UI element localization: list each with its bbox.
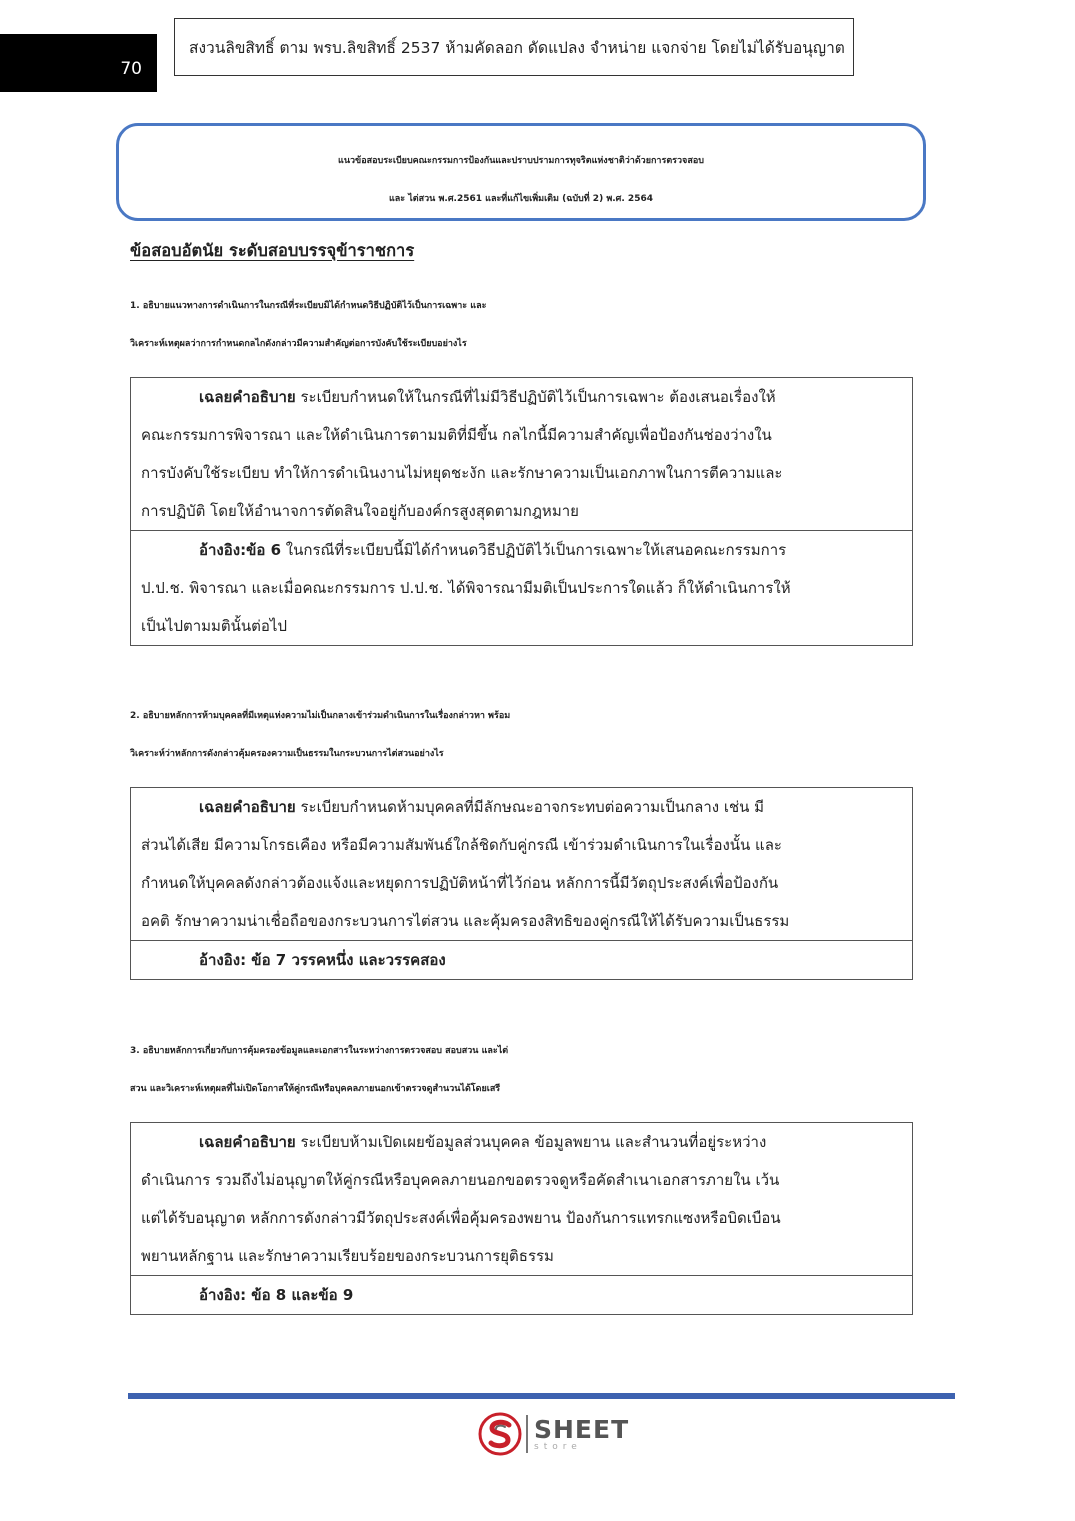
page-number <box>0 34 157 92</box>
answer-line: ส่วนได้เสีย มีความโกรธเคือง หรือมีความสัมพันธ์ใกล้ชิดกับคู่กรณี เข้าร่วมดำเนินการในเรื่องนั้น และ <box>141 836 782 854</box>
reference-line: เป็นไปตามมตินั้นต่อไป <box>141 617 287 635</box>
question-text: สวน และวิเคราะห์เหตุผลที่ไม่เปิดโอกาสให้คู่กรณีหรือบุคคลภายนอกเข้าตรวจดูสำนวนได้โดยเสรี <box>130 1084 501 1094</box>
footer-rule <box>128 1393 955 1399</box>
answer-reference <box>131 940 912 979</box>
answer-line: พยานหลักฐาน และรักษาความเรียบร้อยของกระบวนการยุติธรรม <box>141 1247 554 1265</box>
answer-box-3 <box>130 1122 913 1315</box>
copyright-text: สงวนลิขสิทธิ์ ตาม พรบ.ลิขสิทธิ์ 2537 ห้ามคัดลอก ดัดแปลง จำหน่าย แจกจ่าย โดยไม่ได้รับอนุญาต <box>189 38 845 57</box>
document-title <box>116 123 926 221</box>
question-1 <box>130 287 920 363</box>
question-text: วิเคราะห์ว่าหลักการดังกล่าวคุ้มครองความเป็นธรรมในกระบวนการไต่สวนอย่างไร <box>130 749 444 759</box>
question-text: วิเคราะห์เหตุผลว่าการกำหนดกลไกดังกล่าวมีความสำคัญต่อการบังคับใช้ระเบียบอย่างไร <box>130 339 467 349</box>
logo-text <box>534 1414 630 1452</box>
reference-label: อ้างอิง:ข้อ 6 <box>199 541 282 559</box>
sheet-store-logo-icon <box>478 1412 522 1456</box>
answer-line: อคติ รักษาความน่าเชื่อถือของกระบวนการไต่สวน และคุ้มครองสิทธิของคู่กรณีให้ได้รับความเป็นธรรม <box>141 912 790 930</box>
answer-line: ดำเนินการ รวมถึงไม่อนุญาตให้คู่กรณีหรือบุคคลภายนอกขอตรวจดูหรือคัดสำเนาเอกสารภายใน เว้น <box>141 1171 780 1189</box>
reference-label: อ้างอิง: ข้อ 8 และข้อ 9 <box>199 1286 354 1304</box>
answer-line: คณะกรรมการพิจารณา และให้ดำเนินการตามมติที่มีขึ้น กลไกนี้มีความสำคัญเพื่อป้องกันช่องว่างใน <box>141 426 772 444</box>
question-text: 3. อธิบายหลักการเกี่ยวกับการคุ้มครองข้อมูลและเอกสารในระหว่างการตรวจสอบ สอบสวน และไต่ <box>130 1046 509 1056</box>
answer-explanation <box>131 378 912 530</box>
answer-line <box>141 378 902 416</box>
answer-reference <box>131 530 912 645</box>
answer-text: ระเบียบกำหนดห้ามบุคคลที่มีลักษณะอาจกระทบต่อความเป็นกลาง เช่น มี <box>295 798 765 816</box>
answer-label: เฉลยคำอธิบาย <box>199 798 296 816</box>
logo-divider <box>526 1415 528 1453</box>
answer-text: ระเบียบห้ามเปิดเผยข้อมูลส่วนบุคคล ข้อมูลพยาน และสำนวนที่อยู่ระหว่าง <box>295 1133 767 1151</box>
reference-label: อ้างอิง: ข้อ 7 วรรคหนึ่ง และวรรคสอง <box>199 951 446 969</box>
title-line-2: และ ไต่สวน พ.ศ.2561 และที่แก้ไขเพิ่มเติม (ฉบับที่ 2) พ.ศ. 2564 <box>388 194 653 204</box>
answer-line <box>141 1123 902 1161</box>
reference-line <box>141 531 902 569</box>
answer-explanation <box>131 788 912 940</box>
section-label: ข้อสอบอัตนัย ระดับสอบบรรจุข้าราชการ <box>130 241 415 260</box>
question-text: 2. อธิบายหลักการห้ามบุคคลที่มีเหตุแห่งความไม่เป็นกลางเข้าร่วมดำเนินการในเรื่องกล่าวหา พร้อม <box>130 711 511 721</box>
logo-brand-name: SHEET <box>534 1414 630 1444</box>
answer-label: เฉลยคำอธิบาย <box>199 388 296 406</box>
answer-explanation <box>131 1123 912 1275</box>
reference-line: ป.ป.ช. พิจารณา และเมื่อคณะกรรมการ ป.ป.ช. ได้พิจารณามีมติเป็นประการใดแล้ว ก็ให้ดำเนินการให้ <box>141 579 791 597</box>
question-text: 1. อธิบายแนวทางการดำเนินการในกรณีที่ระเบียบมิได้กำหนดวิธีปฏิบัติไว้เป็นการเฉพาะ และ <box>130 301 487 311</box>
copyright-notice <box>174 18 854 76</box>
title-line-1: แนวข้อสอบระเบียบคณะกรรมการป้องกันและปราบปรามการทุจริตแห่งชาติว่าด้วยการตรวจสอบ <box>338 156 704 166</box>
answer-label: เฉลยคำอธิบาย <box>199 1133 296 1151</box>
answer-line: แต่ได้รับอนุญาต หลักการดังกล่าวมีวัตถุประสงค์เพื่อคุ้มครองพยาน ป้องกันการแทรกแซงหรือบิดเบือน <box>141 1209 781 1227</box>
page-number-text: 70 <box>120 59 142 79</box>
answer-line: การปฏิบัติ โดยให้อำนาจการตัดสินใจอยู่กับองค์กรสูงสุดตามกฎหมาย <box>141 502 579 520</box>
sheet-store-logo <box>478 1412 629 1456</box>
question-2 <box>130 697 920 773</box>
reference-text: ในกรณีที่ระเบียบนี้มิได้กำหนดวิธีปฏิบัติไว้เป็นการเฉพาะให้เสนอคณะกรรมการ <box>281 541 787 559</box>
answer-reference <box>131 1275 912 1314</box>
logo-brand-sub: store <box>534 1441 582 1452</box>
answer-text: ระเบียบกำหนดให้ในกรณีที่ไม่มีวิธีปฏิบัติไว้เป็นการเฉพาะ ต้องเสนอเรื่องให้ <box>295 388 776 406</box>
question-3 <box>130 1032 920 1108</box>
answer-box-1 <box>130 377 913 646</box>
answer-line: กำหนดให้บุคคลดังกล่าวต้องแจ้งและหยุดการปฏิบัติหน้าที่ไว้ก่อน หลักการนี้มีวัตถุประสงค์เพื่อป้องกัน <box>141 874 779 892</box>
answer-line: การบังคับใช้ระเบียบ ทำให้การดำเนินงานไม่หยุดชะงัก และรักษาความเป็นเอกภาพในการตีความและ <box>141 464 783 482</box>
answer-box-2 <box>130 787 913 980</box>
answer-line <box>141 788 902 826</box>
